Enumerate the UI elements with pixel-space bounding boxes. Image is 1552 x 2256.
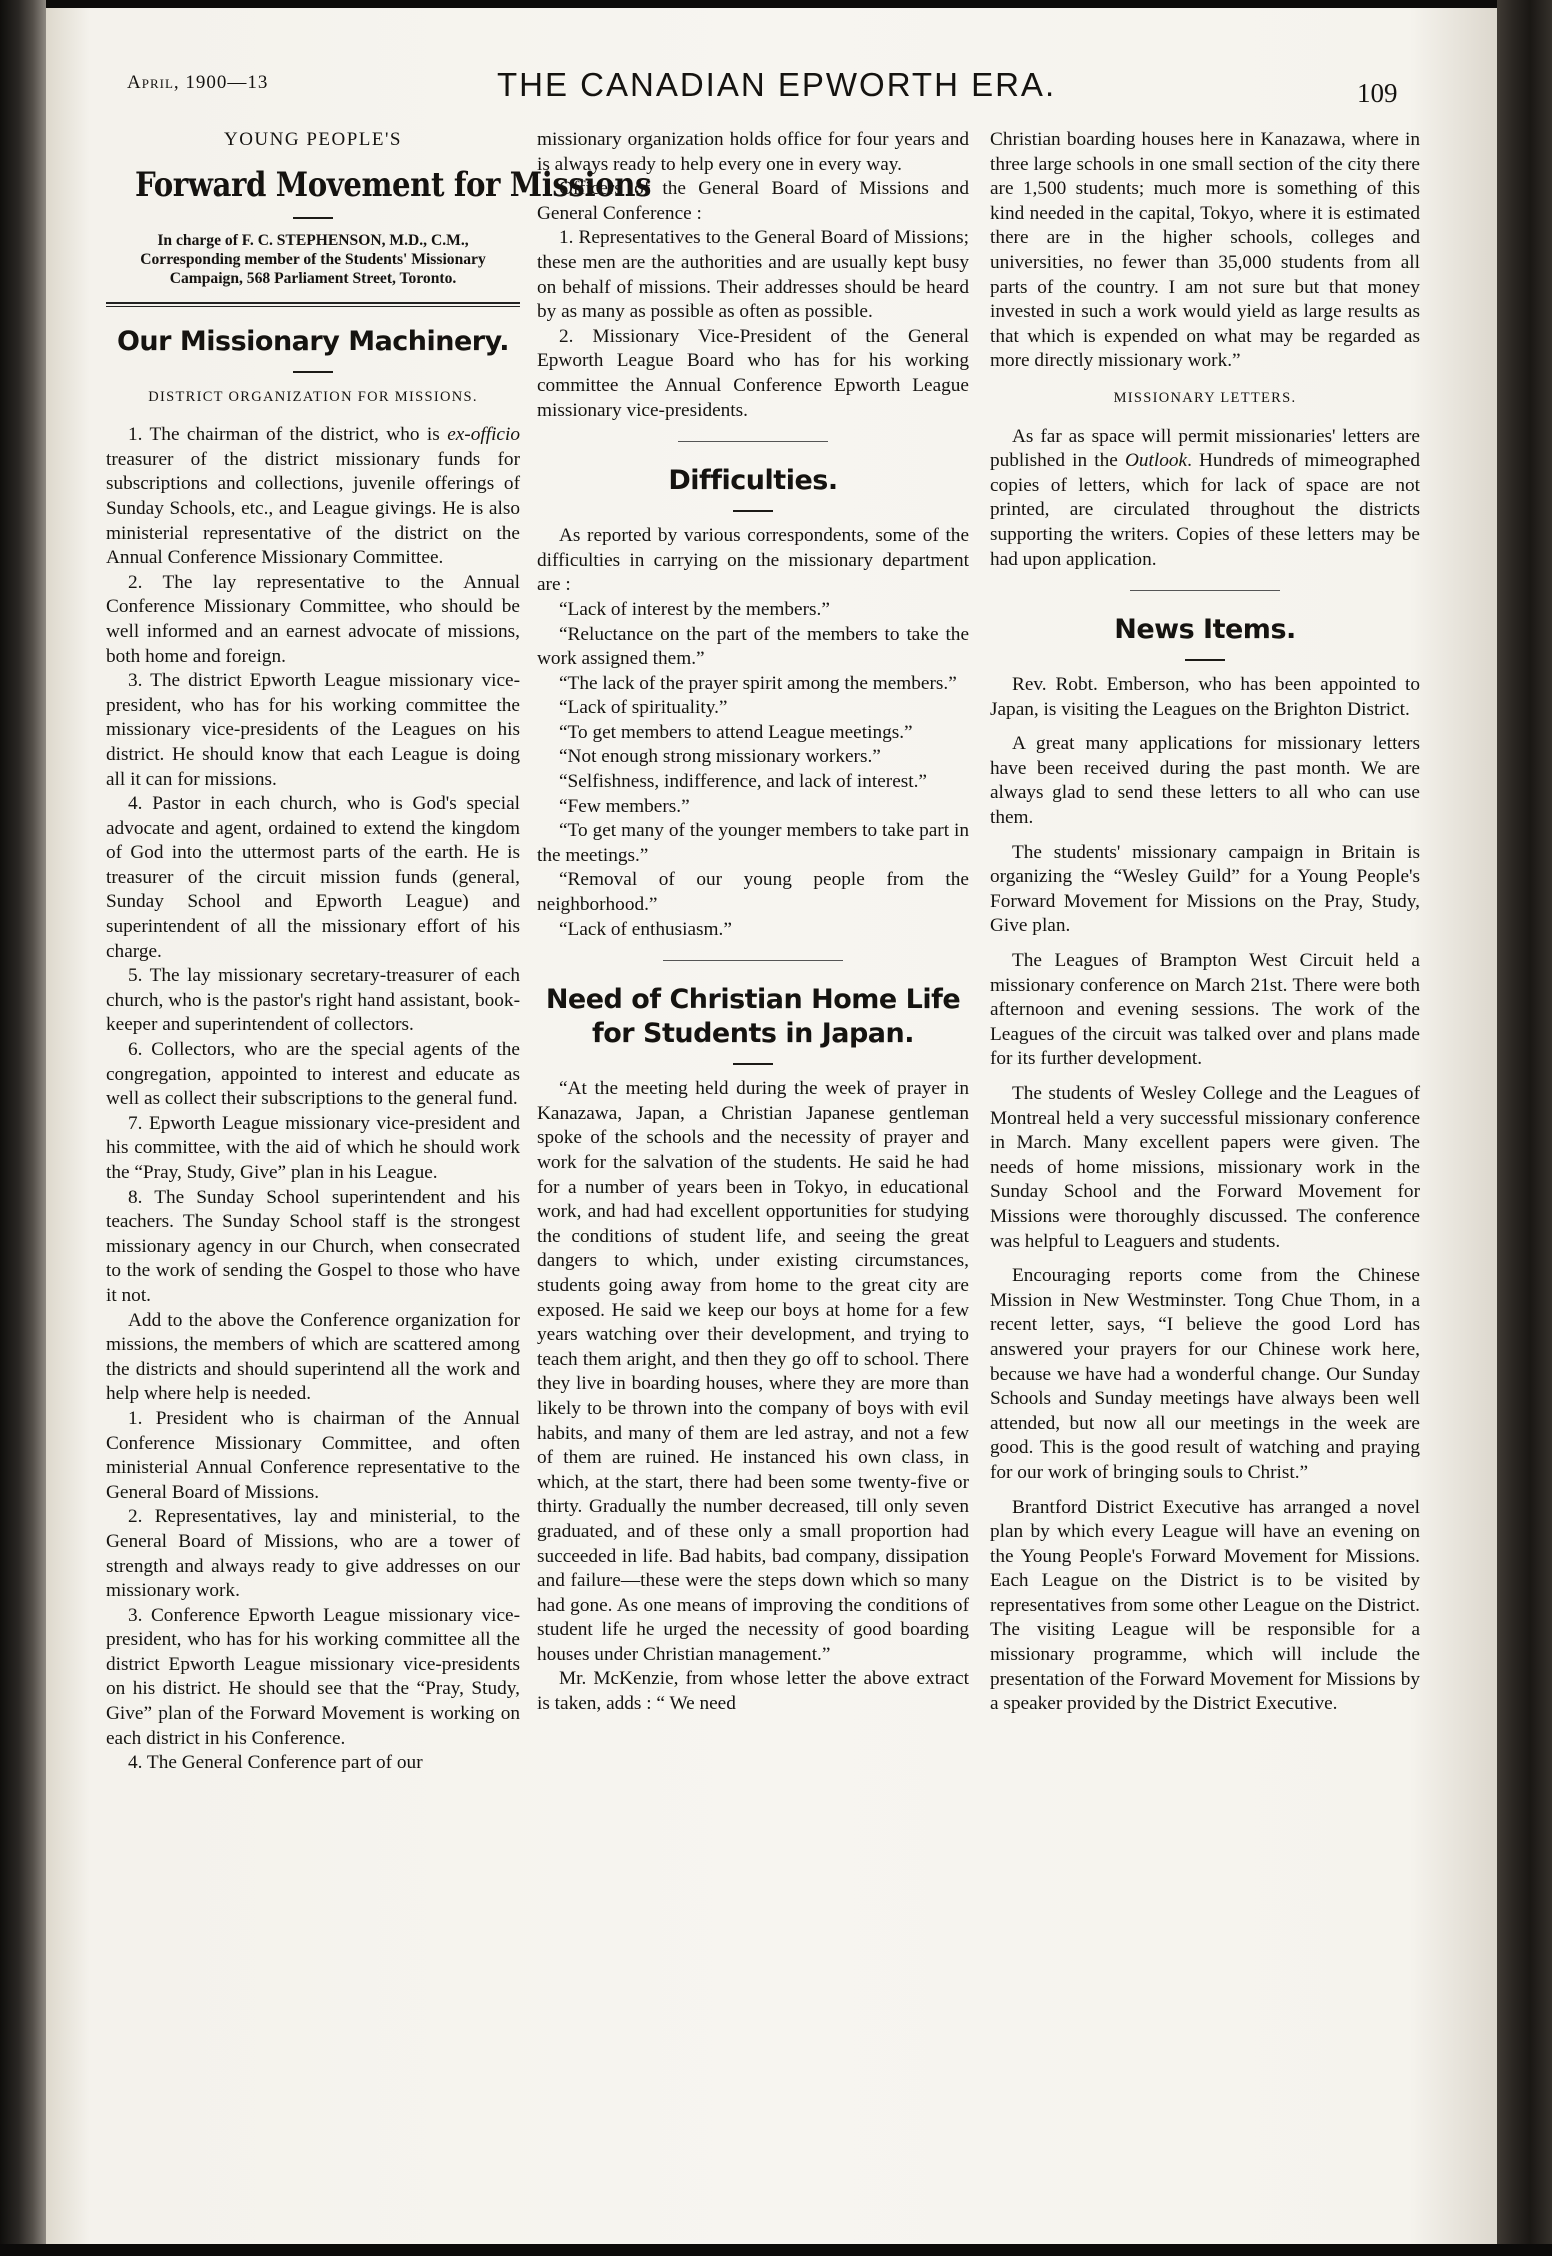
difficulties-intro: As reported by various correspondents, some of the difficulties in carrying on the missionary department are : xyxy=(537,525,969,596)
japan-title-line-1: Need of Christian Home Life xyxy=(545,984,961,1016)
header-date: April, 1900—13 xyxy=(127,72,269,93)
scan-bottom-edge xyxy=(0,2244,1552,2256)
letters-subtitle: MISSIONARY LETTERS. xyxy=(1113,389,1297,406)
machinery-subtitle: DISTRICT ORGANIZATION FOR MISSIONS. xyxy=(148,388,478,405)
japan-title-line-2: for Students in Japan. xyxy=(592,1018,914,1050)
news-item: The Leagues of Brampton West Circuit held a missionary conference on March 21st. There were both afternoon and evening sessions. The work of the Leagues of the circuit was talked over and plans made for its further development. xyxy=(990,950,1420,1070)
conference-item-1: 1. President who is chairman of the Annual Conference Missionary Committee, and often ministerial Annual Conference representative to the General Board of Missions. xyxy=(106,1407,520,1503)
news-item: Rev. Robt. Emberson, who has been appointed to Japan, is visiting the Leagues on the Brighton District. xyxy=(990,674,1420,720)
news-item: The students' missionary campaign in Britain is organizing the “Wesley Guild” for a Young People's Forward Movement for Missions on the Pray, Study, Give plan. xyxy=(990,841,1420,937)
japan-paragraph-2-continued: Christian boarding houses here in Kanazawa, where in three large schools in one small section of the city there are 1,500 students; much more is something of this kind needed in the capital, Tokyo, where it is estimated there are in the higher schools, colleges and universities, no fewer than 35,000 students from all parts of the country. I am not sure but that money invested in such a work would yield as large results as that which is expended on what may be regarded as more directly missionary work.” xyxy=(990,129,1420,372)
difficulty-item: “To get members to attend League meetings.” xyxy=(559,721,913,743)
japan-paragraph-1: “At the meeting held during the week of prayer in Kanazawa, Japan, a Christian Japanese gentleman spoke of the schools and the necessity of prayer and work for the salvation of the students. He said he had for a number of years been in Tokyo, in educational work, and had had excellent opportunities for studying the conditions of student life, and seeing the great dangers to which, under existing circumstances, students going away from home to the great city are exposed. He said we keep our boys at home for a few years watching over their development, and trying to teach them aright, and then they go off to school. There they live in boarding houses, where they are more than likely to be thrown into the company of boys with evil habits, and many of them are led astray, and not a few of them are ruined. He instanced his own class, in which, at the start, there had been some twenty-five or thirty. Gradually the number decreased, till only seven graduated, and of these only a small proportion had succeeded in life. Bad habits, bad company, dissipation and failure—these were the steps down which so many had gone. As one means of improving the conditions of student life he urged the necessity of good boarding houses under Christian management.” xyxy=(537,1078,969,1665)
section-separator xyxy=(663,960,843,961)
news-item: The students of Wesley College and the Leagues of Montreal held a very successful missionary conference in March. Many excellent papers were given. The needs of home missions, missionary work in the Sunday School and the Forward Movement for Missions were thoroughly discussed. The conference was helpful to Leaguers and students. xyxy=(990,1083,1420,1252)
difficulty-item: “Lack of enthusiasm.” xyxy=(559,918,732,940)
section-title-japan xyxy=(537,983,969,1051)
difficulty-item: “Few members.” xyxy=(559,795,690,817)
news-item: A great many applications for missionary letters have been received during the past month. We are always glad to send these letters to all who can use them. xyxy=(990,733,1420,829)
difficulty-item: “Reluctance on the part of the members to take the work assigned them.” xyxy=(537,623,969,670)
machinery-paragraph-5: 5. The lay missionary secretary-treasurer of each church, who is the pastor's right hand assistant, book-keeper and superintendent of collectors. xyxy=(106,965,520,1036)
section-separator xyxy=(1130,590,1280,591)
conference-item-2: 2. Representatives, lay and ministerial, to the General Board of Missions, who are a tower of strength and always ready to give addresses on our missionary work. xyxy=(106,1506,520,1602)
scan-top-edge xyxy=(0,0,1552,8)
section-title-machinery: Our Missionary Machinery. xyxy=(116,325,509,357)
machinery-paragraph-9: Add to the above the Conference organization for missions, the members of which are scattered among the districts and should superintend all the work and help where help is needed. xyxy=(106,1309,520,1405)
japan-paragraph-2-start: Mr. McKenzie, from whose letter the above extract is taken, adds : “ We need xyxy=(537,1668,969,1715)
department-kicker: YOUNG PEOPLE'S xyxy=(223,129,403,150)
conference-item-3: 3. Conference Epworth League missionary vice-president, who has for his working committee all the district Epworth League missionary vice-presidents on his district. He should see that the “Pray, Study, Give” plan of the Forward Movement is working on each district in his Conference. xyxy=(106,1604,520,1749)
section-rule xyxy=(733,510,773,512)
conference-item-4-continued: missionary organization holds office for four years and is always ready to help every one in every way. xyxy=(537,129,969,175)
officers-item-1: 1. Representatives to the General Board of Missions; these men are the authorities and are usually kept busy on behalf of missions. Their addresses should be heard by as many as possible as often as possible. xyxy=(537,227,969,323)
difficulty-item: “Lack of spirituality.” xyxy=(559,697,728,719)
difficulty-item: “Not enough strong missionary workers.” xyxy=(559,746,881,768)
section-title-news: News Items. xyxy=(1114,614,1296,646)
letters-paragraph: As far as space will permit missionaries' letters are published in the Outlook. Hundreds of mimeographed copies of letters, which for lack of space are not printed, are circulated throughout the districts supporting the writers. Copies of these letters may be had upon application. xyxy=(990,425,1420,570)
section-title-difficulties: Difficulties. xyxy=(668,465,838,497)
column-3 xyxy=(990,128,1420,1717)
officers-heading: Officers of the General Board of Missions and General Conference : xyxy=(537,178,969,224)
news-item: Encouraging reports come from the Chinese Mission in New Westminster. Tong Chue Thom, in a recent letter, says, “I believe the good Lord has answered your prayers for our Chinese work here, because we have had a wonderful change. Our Sunday Schools and Sunday meetings have always been well attended, but now all our meetings in the week are good. This is the good result of watching and praying for our work of bringing souls to Christ.” xyxy=(990,1265,1420,1483)
difficulty-item: “Lack of interest by the members.” xyxy=(559,598,830,620)
machinery-paragraph-6: 6. Collectors, who are the special agents of the congregation, appointed to interest and educate as well as collect their subscriptions to the general fund. xyxy=(106,1039,520,1110)
conference-item-4-start: 4. The General Conference part of our xyxy=(128,1752,423,1774)
section-separator xyxy=(678,441,828,442)
right-binding-edge xyxy=(1497,0,1552,2256)
machinery-paragraph-8: 8. The Sunday School superintendent and his teachers. The Sunday School staff is the strongest missionary agency in our Church, when consecrated to the work of sending the Gospel to those who have it not. xyxy=(106,1186,520,1306)
officers-item-2: 2. Missionary Vice-President of the General Epworth League Board who has for his working committee the Annual Conference Epworth League missionary vice-presidents. xyxy=(537,325,969,421)
header-title: THE CANADIAN EPWORTH ERA. xyxy=(497,66,1057,103)
difficulty-item: “Removal of our young people from the neighborhood.” xyxy=(537,869,969,916)
section-rule xyxy=(293,371,333,373)
machinery-paragraph-2: 2. The lay representative to the Annual Conference Missionary Committee, who should be well informed and an earnest advocate of missions, both home and foreign. xyxy=(106,571,520,667)
department-title: Forward Movement for Missions xyxy=(134,164,652,205)
column-2 xyxy=(537,128,969,1717)
header-page-number: 109 xyxy=(1357,78,1398,108)
news-item: Brantford District Executive has arranged a novel plan by which every League will have an evening on the Young People's Forward Movement for Missions. Each League on the District is to be visited by representatives from some other League on the District. The visiting League will be responsible for a missionary programme, which will include the presentation of the Forward Movement for Missions by a speaker provided by the District Executive. xyxy=(990,1496,1420,1715)
machinery-paragraph-1: 1. The chairman of the district, who is ex-officio treasurer of the district missionary funds for subscriptions and collections, juvenile offerings of Sunday Schools, etc., and League givings. He is also ministerial representative of the district on the Annual Conference Missionary Committee. xyxy=(106,424,520,569)
machinery-paragraph-7: 7. Epworth League missionary vice-president and his committee, with the aid of which he should work the “Pray, Study, Give” plan in his League. xyxy=(106,1112,520,1183)
left-binding-shadow xyxy=(0,0,46,2256)
difficulty-item: “The lack of the prayer spirit among the members.” xyxy=(559,672,957,694)
double-rule xyxy=(106,302,520,307)
machinery-paragraph-4: 4. Pastor in each church, who is God's special advocate and agent, ordained to extend the kingdom of God into the uttermost parts of the earth. He is treasurer of the circuit mission funds (general, Sunday School and Epworth League) and superintendent of all the missionary effort of his charge. xyxy=(106,793,520,962)
difficulty-item: “Selfishness, indifference, and lack of interest.” xyxy=(559,771,927,793)
section-rule xyxy=(733,1063,773,1065)
title-rule xyxy=(293,217,333,219)
department-charge: In charge of F. C. STEPHENSON, M.D., C.M., Corresponding member of the Students' Missionary Campaign, 568 Parliament Street, Toronto. xyxy=(140,231,486,287)
machinery-paragraph-3: 3. The district Epworth League missionary vice-president, who has for his working committee the missionary vice-presidents of the Leagues on his district. He should know that each League is doing all it can for missions. xyxy=(106,670,520,790)
difficulty-item: “To get many of the younger members to take part in the meetings.” xyxy=(537,820,969,866)
section-rule xyxy=(1185,659,1225,661)
